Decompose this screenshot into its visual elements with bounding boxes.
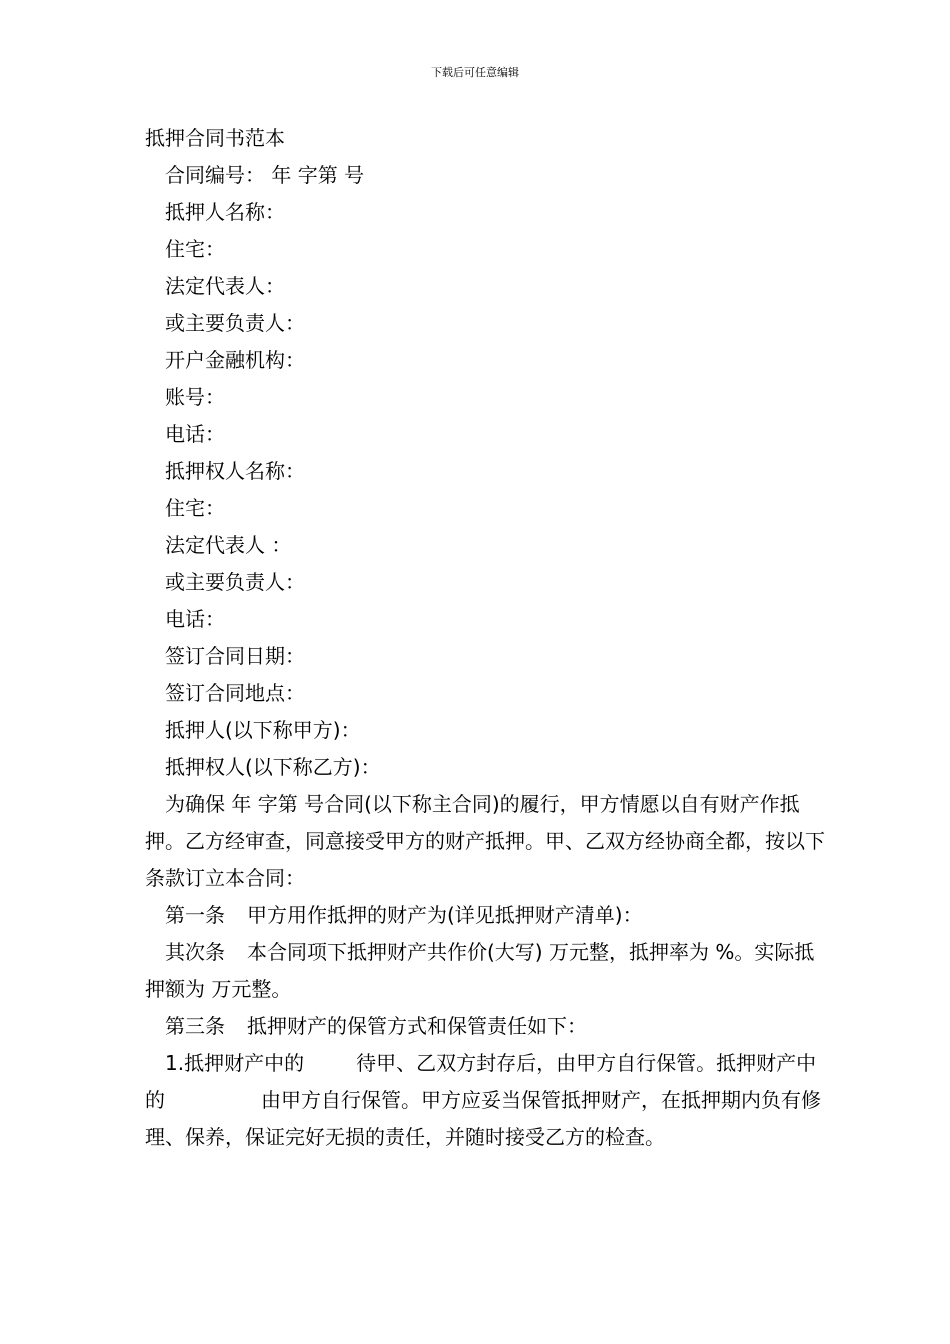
page-header-note: 下载后可任意编辑 — [431, 66, 519, 79]
field-mortgagor-name: 抵押人名称： — [165, 200, 285, 224]
field-mortgagor-phone: 电话： — [165, 422, 225, 446]
field-sign-place: 签订合同地点： — [165, 681, 305, 705]
field-mortgagor-residence: 住宅： — [165, 237, 225, 261]
field-mortgagee-residence: 住宅： — [165, 496, 225, 520]
article-1 — [145, 897, 825, 934]
field-party-a: 抵押人(以下称甲方)： — [165, 718, 361, 742]
article-2-text: 本合同项下抵押财产共作价(大写) 万元整，抵押率为 %。实际抵押额为 万元整。 — [145, 940, 815, 1001]
document-title: 抵押合同书范本 — [145, 126, 285, 150]
article-3 — [145, 1008, 825, 1045]
field-mortgagor-principal: 或主要负责人： — [165, 311, 305, 335]
document-body — [145, 120, 825, 1156]
field-party-b: 抵押权人(以下称乙方)： — [165, 755, 381, 779]
article-2-head: 其次条 — [165, 940, 225, 964]
field-mortgagor-legal-rep: 法定代表人： — [165, 274, 285, 298]
field-mortgagor-bank: 开户金融机构： — [165, 348, 305, 372]
clause-1-part2: 待甲、乙双方封存后，由甲方自行保管。抵押财产中的 — [145, 1051, 817, 1112]
field-mortgagee-legal-rep: 法定代表人 ： — [165, 533, 292, 557]
field-sign-date: 签订合同日期： — [165, 644, 305, 668]
article-1-text: 甲方用作抵押的财产为(详见抵押财产清单)： — [247, 903, 643, 927]
article-3-head: 第三条 — [165, 1014, 225, 1038]
field-contract-number: 合同编号： 年 字第 号 — [165, 163, 365, 187]
article-2 — [145, 934, 825, 1008]
intro-paragraph: 为确保 年 字第 号合同(以下称主合同)的履行，甲方情愿以自有财产作抵押。乙方经审查，同意接受甲方的财产抵押。甲、乙双方经协商全都，按以下条款订立本合同： — [145, 792, 825, 890]
field-mortgagee-name: 抵押权人名称： — [165, 459, 305, 483]
clause-1-part3: 由甲方自行保管。甲方应妥当保管抵押财产，在抵押期内负有修理、保养，保证完好无损的责任，并随时接受乙方的检查。 — [145, 1088, 821, 1149]
article-3-text: 抵押财产的保管方式和保管责任如下： — [247, 1014, 587, 1038]
clause-1-part1: 1.抵押财产中的 — [165, 1051, 305, 1075]
clause-1 — [145, 1045, 825, 1156]
field-mortgagor-account: 账号： — [165, 385, 225, 409]
article-1-head: 第一条 — [165, 903, 225, 927]
field-mortgagee-phone: 电话： — [165, 607, 225, 631]
field-mortgagee-principal: 或主要负责人： — [165, 570, 305, 594]
